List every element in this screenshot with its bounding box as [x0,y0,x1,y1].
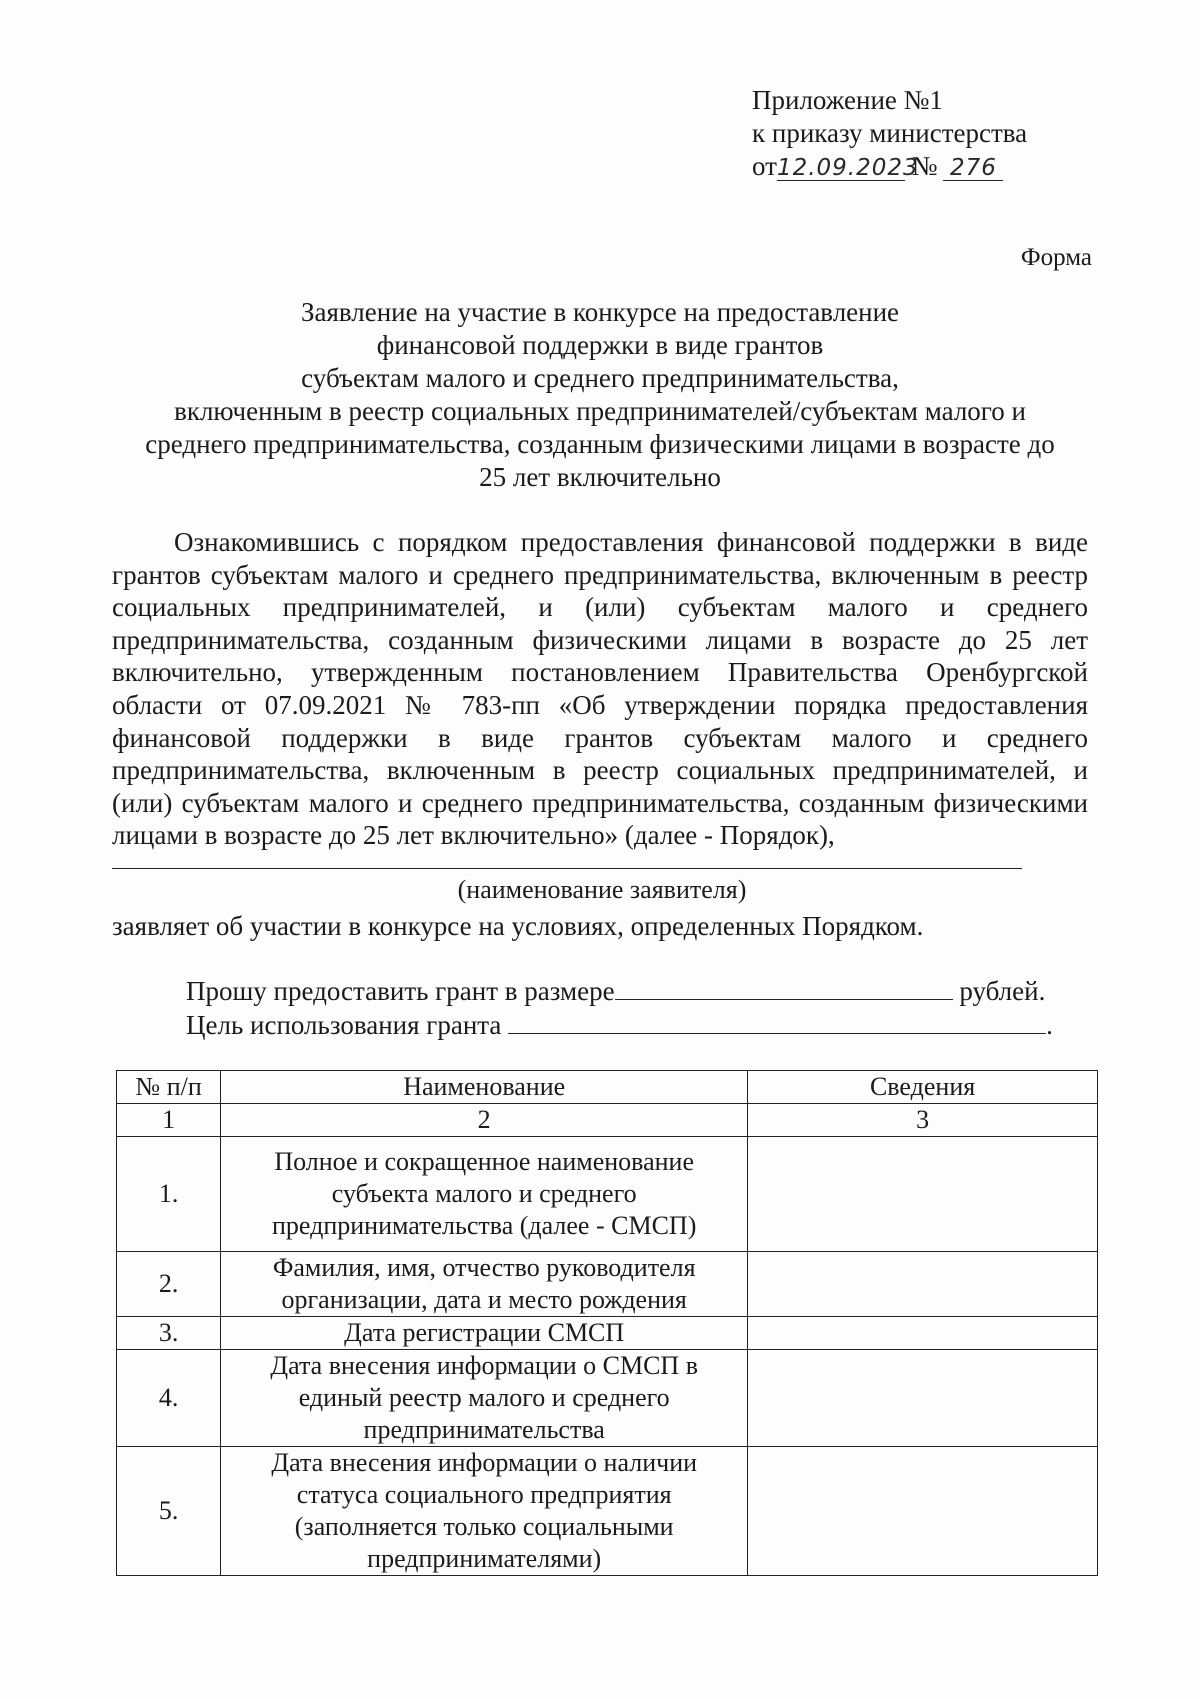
title-line: субъектам малого и среднего предпринимательства, [301,363,899,393]
index-cell: 3 [748,1104,1098,1137]
document-title [110,296,1090,494]
table-row [117,1350,1098,1447]
table-header-row [117,1071,1098,1104]
appendix-date-row [752,150,1112,183]
row-name-line: организации, дата и место рождения [281,1285,687,1314]
title-line: среднего предпринимательства, созданным физическими лицами в возрасте до [145,429,1055,459]
appendix-title: Приложение №1 [752,85,943,115]
row-name [221,1252,748,1317]
row-name-line: предпринимателями) [367,1544,602,1573]
row-number: 4. [117,1350,221,1447]
row-value-cell[interactable] [748,1350,1098,1447]
grant-amount-field[interactable] [615,975,953,1000]
grant-purpose-label: Цель использования гранта [186,1010,502,1040]
row-value-cell[interactable] [748,1252,1098,1317]
info-table [116,1070,1098,1576]
intro-paragraph [112,526,1088,852]
form-label: Форма [1020,244,1092,271]
row-name-line: предпринимательства (далее - СМСП) [272,1211,697,1240]
table-index-row [117,1104,1098,1137]
row-name-line: Дата внесения информации о наличии [271,1448,698,1477]
applicant-caption: (наименование заявителя) [457,875,747,904]
index-cell: 1 [117,1104,221,1137]
declaration-text: заявляет об участии в конкурсе на условиях, определенных Порядком. [112,911,924,941]
applicant-name-field[interactable] [112,868,1022,869]
handwritten-number: 276 [943,156,1003,181]
row-value-cell[interactable] [748,1317,1098,1350]
header-number: № п/п [117,1071,221,1104]
row-name [221,1317,748,1350]
number-sign: № [911,151,938,181]
title-line: 25 лет включительно [479,462,721,492]
row-number: 2. [117,1252,221,1317]
header-name: Наименование [221,1071,748,1104]
grant-amount-label: Прошу предоставить грант в размере [186,976,615,1006]
appendix-block [752,84,1112,183]
row-name-line: статуса социального предприятия [296,1480,672,1509]
row-name-line: субъекта малого и среднего [331,1179,637,1208]
row-name [221,1447,748,1576]
table-row [117,1252,1098,1317]
row-name-line: Полное и сокращенное наименование [274,1147,695,1176]
row-name-line: Фамилия, имя, отчество руководителя [272,1253,696,1282]
title-line: Заявление на участие в конкурсе на предоставление [300,297,900,327]
row-name-line: Дата внесения информации о СМСП в [270,1351,698,1380]
header-details: Сведения [748,1071,1098,1104]
row-name-line: (заполняется только социальными [294,1512,674,1541]
row-number: 3. [117,1317,221,1350]
appendix-order-ref: к приказу министерства [752,118,1028,148]
grant-purpose-field[interactable] [508,1009,1046,1034]
row-value-cell[interactable] [748,1447,1098,1576]
row-name-line: Дата регистрации СМСП [344,1318,625,1347]
grant-purpose-row [186,1008,1106,1042]
table-row [117,1317,1098,1350]
row-value-cell[interactable] [748,1137,1098,1252]
grant-amount-unit: рублей. [959,976,1046,1006]
row-number: 1. [117,1137,221,1252]
row-name [221,1137,748,1252]
handwritten-date: 12.09.2023 [776,155,919,181]
grant-amount-row [186,974,1106,1008]
table-row [117,1447,1098,1576]
row-name-line: единый реестр малого и среднего [298,1383,670,1412]
row-name-line: предпринимательства [363,1415,605,1444]
title-line: финансовой поддержки в виде грантов [376,330,824,360]
intro-text: Ознакомившись с порядком предоставления финансовой поддержки в виде грантов субъектам малого и среднего предпринимательства, включенным в реестр социальных предпринимателей, и (или) субъектам малого и среднего предпринимательства, созданным физическими лицами в возрасте до 25 лет включительно, утвержденным постановлением Правительства Оренбургской области от 07.09.2021 № 783-пп «Об утверждении порядка предоставления финансовой поддержки в виде грантов субъектам малого и среднего предпринимательства, включенным в реестр социальных предпринимателей, и (или) субъектам малого и среднего предпринимательства, созданным физическими лицами в возрасте до 25 лет включительно» (далее - Порядок), [112,527,1088,851]
row-name [221,1350,748,1447]
title-line: включенным в реестр социальных предпринимателей/субъектам малого и [174,396,1026,426]
grant-purpose-end: . [1046,1010,1053,1040]
row-number: 5. [117,1447,221,1576]
table-row [117,1137,1098,1252]
grant-block [186,974,1106,1042]
date-prefix: от [752,151,777,181]
index-cell: 2 [221,1104,748,1137]
